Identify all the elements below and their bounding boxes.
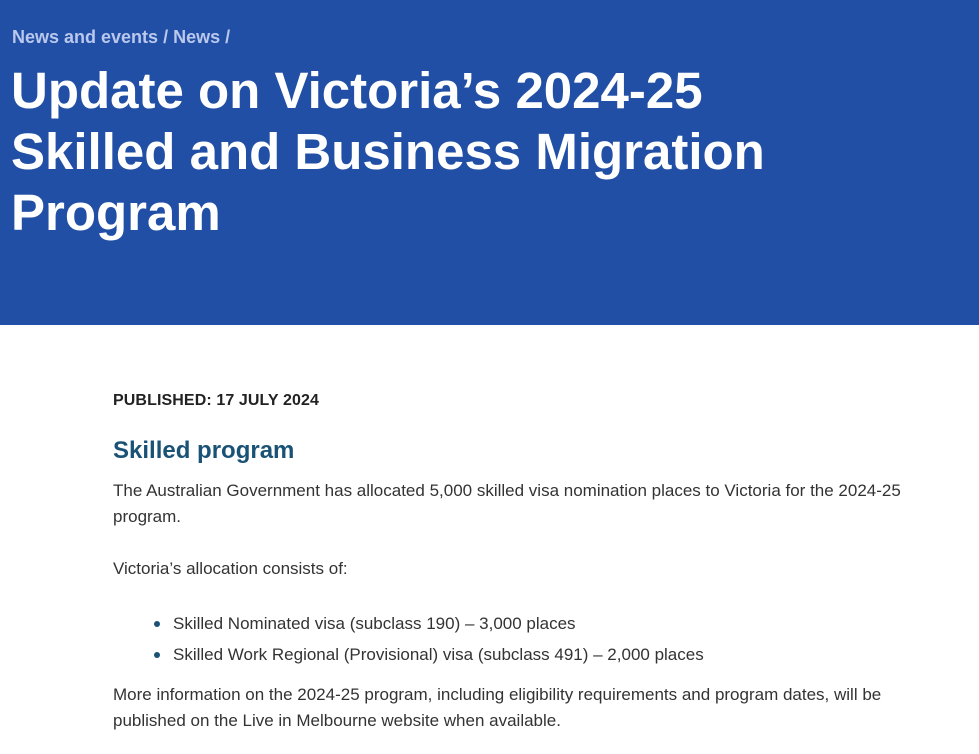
- more-info-paragraph: More information on the 2024-25 program, including eligibility requirements and program dates, will be published on the Live in Melbourne website when available.: [113, 685, 882, 730]
- list-item: [154, 608, 903, 639]
- allocation-lead-paragraph: Victoria’s allocation consists of:: [113, 559, 348, 578]
- intro-paragraph: The Australian Government has allocated 5,000 skilled visa nomination places to Victoria for the 2024-25 program.: [113, 481, 901, 526]
- published-date: PUBLISHED: 17 JULY 2024: [113, 392, 319, 409]
- breadcrumb: [12, 27, 235, 48]
- list-item-text: Skilled Nominated visa (subclass 190) – 3,000 places: [173, 614, 576, 633]
- breadcrumb-link-news-and-events[interactable]: News and events: [12, 27, 159, 47]
- breadcrumb-separator: /: [225, 27, 231, 47]
- breadcrumb-link-news[interactable]: News: [173, 27, 221, 47]
- page-header-banner: [0, 0, 979, 325]
- bullet-dot-icon: [154, 621, 160, 627]
- section-heading-skilled-program: Skilled program: [113, 437, 295, 464]
- article-content: [113, 392, 903, 734]
- list-item: [154, 639, 903, 670]
- allocation-list: [113, 608, 903, 670]
- list-item-text: Skilled Work Regional (Provisional) visa (subclass 491) – 2,000 places: [173, 645, 704, 664]
- breadcrumb-separator: /: [163, 27, 169, 47]
- page-title: Update on Victoria’s 2024-25 Skilled and Business Migration Program: [11, 62, 765, 241]
- bullet-dot-icon: [154, 652, 160, 658]
